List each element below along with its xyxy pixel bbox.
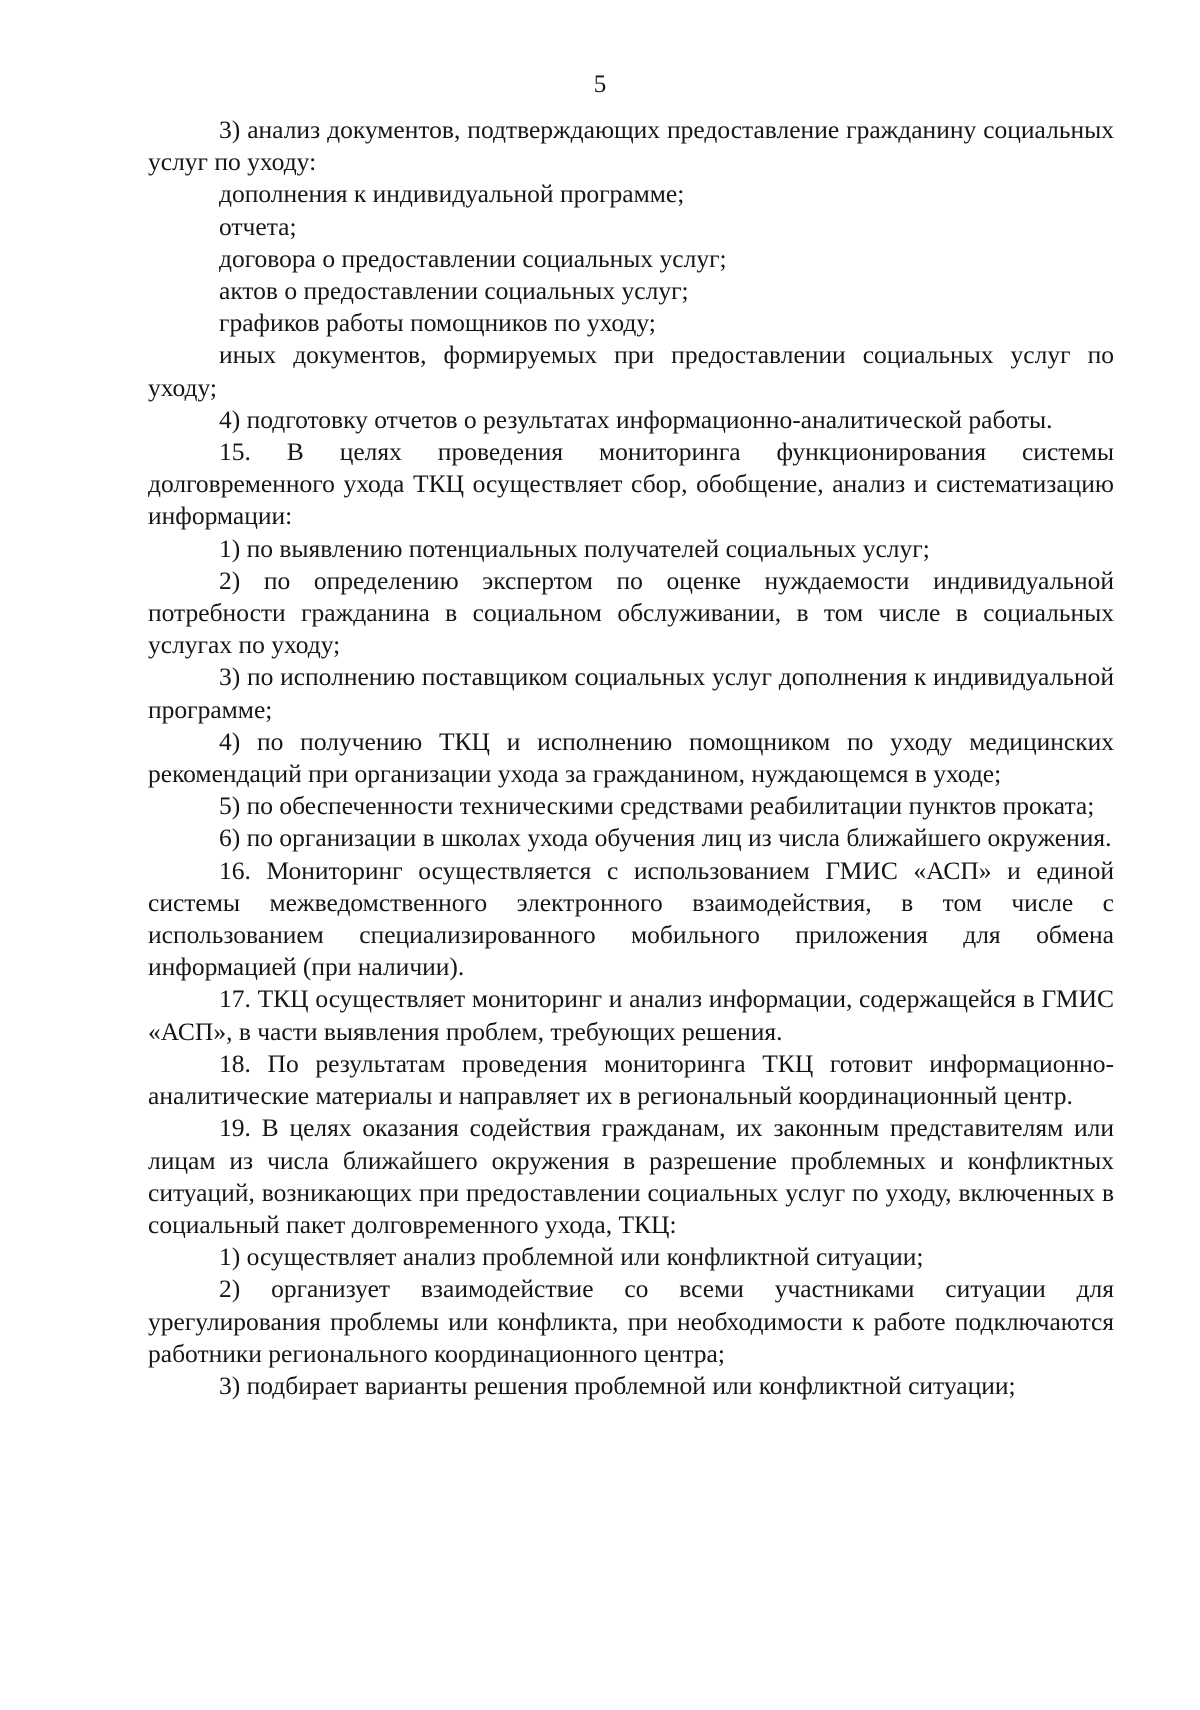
paragraph: графиков работы помощников по уходу; [219, 308, 656, 338]
paragraph: 15. В целях проведения мониторинга функционирования системы долговременного ухода ТКЦ осуществляет сбор, обобщение, анализ и систематизацию информации: [148, 437, 1114, 531]
paragraph: 6) по организации в школах ухода обучения лиц из числа ближайшего окружения. [219, 823, 1112, 853]
paragraph: 18. По результатам проведения мониторинга ТКЦ готовит информационно-аналитические материалы и направляет их в региональный координационный центр. [148, 1048, 1114, 1111]
paragraph: отчета; [219, 211, 297, 241]
paragraph: актов о предоставлении социальных услуг; [219, 276, 689, 306]
paragraph: 1) осуществляет анализ проблемной или конфликтной ситуации; [219, 1242, 924, 1272]
paragraph: 4) по получению ТКЦ и исполнению помощником по уходу медицинских рекомендаций при организации ухода за гражданином, нуждающемся в уходе; [148, 726, 1114, 789]
paragraph: 3) подбирает варианты решения проблемной или конфликтной ситуации; [219, 1370, 1016, 1400]
paragraph: дополнения к индивидуальной программе; [219, 179, 685, 209]
paragraph: 4) подготовку отчетов о результатах информационно-аналитической работы. [219, 404, 1053, 434]
page-number: 5 [593, 71, 607, 98]
paragraph: 3) по исполнению поставщиком социальных услуг дополнения к индивидуальной программе; [148, 662, 1114, 724]
paragraph: договора о предоставлении социальных услуг; [219, 243, 727, 273]
paragraph: 17. ТКЦ осуществляет мониторинг и анализ информации, содержащейся в ГМИС «АСП», в части выявления проблем, требующих решения. [148, 984, 1114, 1046]
paragraph: 2) по определению экспертом по оценке нуждаемости индивидуальной потребности гражданина в социальном обслуживании, в том числе в социальных услугах по уходу; [148, 565, 1114, 660]
paragraph: иных документов, формируемых при предоставлении социальных услуг по уходу; [148, 340, 1114, 402]
paragraph: 16. Мониторинг осуществляется с использованием ГМИС «АСП» и единой системы межведомственного электронного взаимодействия, в том числе с использованием специализированного мобильного приложения для обмена информацией (при наличии). [148, 855, 1114, 982]
paragraph: 3) анализ документов, подтверждающих предоставление гражданину социальных услуг по уходу: [148, 115, 1114, 177]
paragraph: 2) организует взаимодействие со всеми участниками ситуации для урегулирования проблемы или конфликта, при необходимости к работе подключаются работники регионального координационного центра; [148, 1274, 1114, 1368]
document-body [148, 114, 1114, 1402]
paragraph: 19. В целях оказания содействия гражданам, их законным представителям или лицам из числа ближайшего окружения в разрешение проблемных и конфликтных ситуаций, возникающих при предоставлении социальных услуг по уходу, включенных в социальный пакет долговременного ухода, ТКЦ: [148, 1113, 1114, 1239]
paragraph: 5) по обеспеченности техническими средствами реабилитации пунктов проката; [219, 791, 1095, 821]
paragraph: 1) по выявлению потенциальных получателей социальных услуг; [219, 533, 930, 563]
